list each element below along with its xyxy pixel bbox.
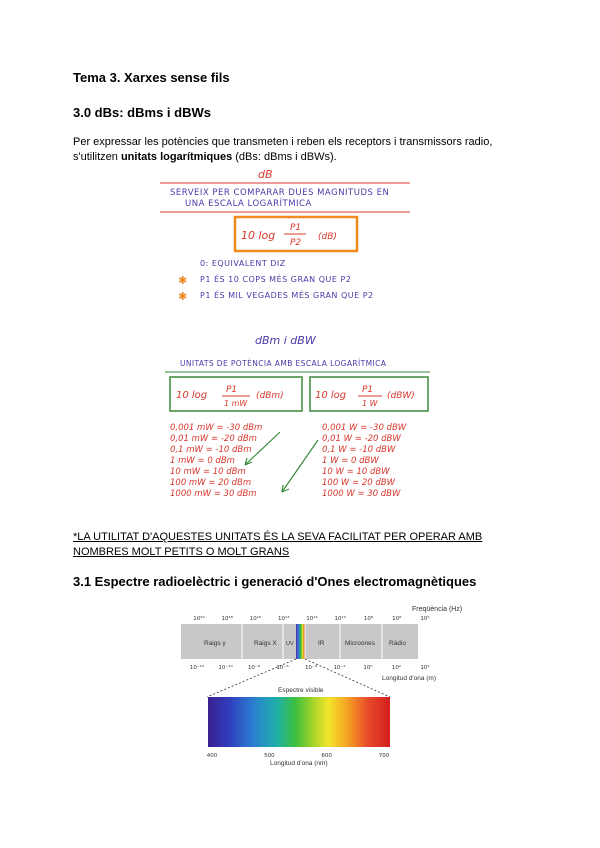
visible-tick-label: 600 [321, 753, 332, 759]
band-microwave: Microones [345, 640, 375, 647]
freq-tick-label: 10⁶ [392, 616, 402, 622]
freq-tick-label: 10¹⁸ [221, 616, 233, 622]
wave-tick-label: 10⁻¹² [189, 665, 205, 671]
db-formula-unit: (dB) [318, 232, 337, 242]
db-bullet-0: 0: EQUIVALENT DIZ [200, 259, 286, 268]
visible-tick-label: 500 [264, 753, 275, 759]
db-formula-den: P2 [290, 238, 302, 248]
page-title: Tema 3. Xarxes sense fils [73, 70, 230, 85]
visible-wave-axis-label: Longitud d'ona (nm) [270, 760, 328, 767]
freq-tick-label: 10¹⁰ [334, 616, 346, 622]
intro-text-end: (dBs: dBms i dBWs). [232, 151, 337, 163]
db-formula-num: P1 [290, 223, 302, 233]
dbm-formula-unit: (dBm) [256, 391, 284, 401]
dbw-value: 100 W = 20 dBW [322, 478, 396, 488]
dbm-value: 0,1 mW = -10 dBm [170, 445, 252, 455]
dbm-formula-den: 1 mW [224, 399, 248, 408]
db-bullet-1: P1 ÉS 10 COPS MÉS GRAN QUE P2 [200, 275, 352, 284]
dbw-value: 1 W = 0 dBW [322, 456, 379, 466]
visible-tick-label: 700 [378, 753, 390, 759]
wave-tick-label: 10⁻⁸ [247, 665, 261, 671]
dbm-formula-num: P1 [226, 385, 238, 395]
dbm-value: 0,001 mW = -30 dBm [170, 423, 263, 433]
wave-tick-label: 10⁻⁴ [304, 665, 318, 671]
wave-tick-label: 10⁻² [333, 665, 346, 671]
section-heading-dbs: 3.0 dBs: dBms i dBWs [73, 105, 211, 120]
db-desc-1: SERVEIX PER COMPARAR DUES MAGNITUDS EN [170, 188, 390, 198]
wave-tick-label: 10² [391, 665, 402, 671]
wave-axis-label: Longitud d'ona (m) [382, 675, 436, 682]
star-icon: ✱ [178, 291, 188, 303]
dbm-value: 10 mW = 10 dBm [170, 467, 246, 477]
star-icon: ✱ [178, 275, 188, 287]
band-ir: IR [318, 640, 325, 647]
freq-tick-label: 10¹² [306, 616, 318, 622]
dbw-value: 0,01 W = -20 dBW [322, 434, 401, 444]
freq-axis-label: Freqüència (Hz) [412, 606, 463, 613]
band-xray: Raigs X [254, 640, 277, 647]
db-bullet-2: P1 ÉS MIL VEGADES MÉS GRAN QUE P2 [200, 291, 374, 300]
freq-ticks [193, 615, 430, 622]
wave-tick-label: 10⁰ [363, 665, 373, 671]
dbm-value: 1 mW = 0 dBm [170, 456, 235, 466]
db-formula-prefix: 10 log [241, 229, 276, 242]
wave-tick-label: 10⁻¹⁰ [218, 665, 233, 671]
dbm-desc: UNITATS DE POTÈNCIA AMB ESCALA LOGARÍTMICA [180, 359, 387, 368]
band-uv: UV [286, 641, 294, 647]
intro-text: Per expressar les potències que transmeten i reben els receptors i transmissors radio, s'utilitzen [73, 136, 493, 163]
intro-bold: unitats logarítmiques [120, 151, 233, 163]
freq-tick-label: 10⁴ [420, 616, 430, 622]
band-gamma: Raigs γ [204, 640, 226, 647]
dbw-value: 0,1 W = -10 dBW [322, 445, 396, 455]
visible-ticks [207, 753, 390, 759]
wave-ticks [190, 664, 431, 671]
dbw-value: 0,001 W = -30 dBW [322, 423, 407, 433]
visible-spectrum-label: Espectre visible [278, 687, 324, 694]
freq-tick-label: 10¹⁴ [278, 616, 290, 622]
dbm-value: 0,01 mW = -20 dBm [170, 434, 257, 444]
note-text: *LA UTILITAT D'AQUESTES UNITATS ÉS LA SEVA FACILITAT PER OPERAR AMB NOMBRES MOLT PETITS O MOLT GRANS [73, 531, 483, 558]
visible-band [296, 624, 305, 659]
db-title: dB [258, 168, 273, 181]
visible-tick-label: 400 [206, 753, 218, 759]
dbw-formula-num: P1 [362, 385, 374, 395]
dbm-formula-prefix: 10 log [176, 390, 208, 401]
freq-tick-label: 10¹⁶ [249, 616, 262, 622]
freq-tick-label: 10⁸ [363, 616, 374, 622]
dbw-formula-unit: (dBW) [387, 391, 415, 401]
band-radio: Ràdio [389, 640, 406, 647]
dbw-value: 1000 W = 30 dBW [322, 489, 401, 499]
db-desc-2: UNA ESCALA LOGARÍTMICA [185, 199, 312, 209]
wave-tick-label: 10⁴ [420, 665, 430, 671]
dbm-value: 100 mW = 20 dBm [170, 478, 252, 488]
dbw-value: 10 W = 10 dBW [322, 467, 390, 477]
section-heading-spectrum: 3.1 Espectre radioelèctric i generació d'Ones electromagnètiques [73, 574, 477, 589]
visible-spectrum-gradient [208, 697, 390, 747]
dbm-title: dBm i dBW [255, 334, 316, 347]
dbw-formula-den: 1 W [362, 399, 378, 408]
wave-tick-label: 10⁻⁶ [276, 665, 289, 671]
dbm-value: 1000 mW = 30 dBm [170, 489, 257, 499]
dbw-formula-prefix: 10 log [315, 390, 347, 401]
freq-tick-label: 10²⁰ [193, 616, 205, 622]
